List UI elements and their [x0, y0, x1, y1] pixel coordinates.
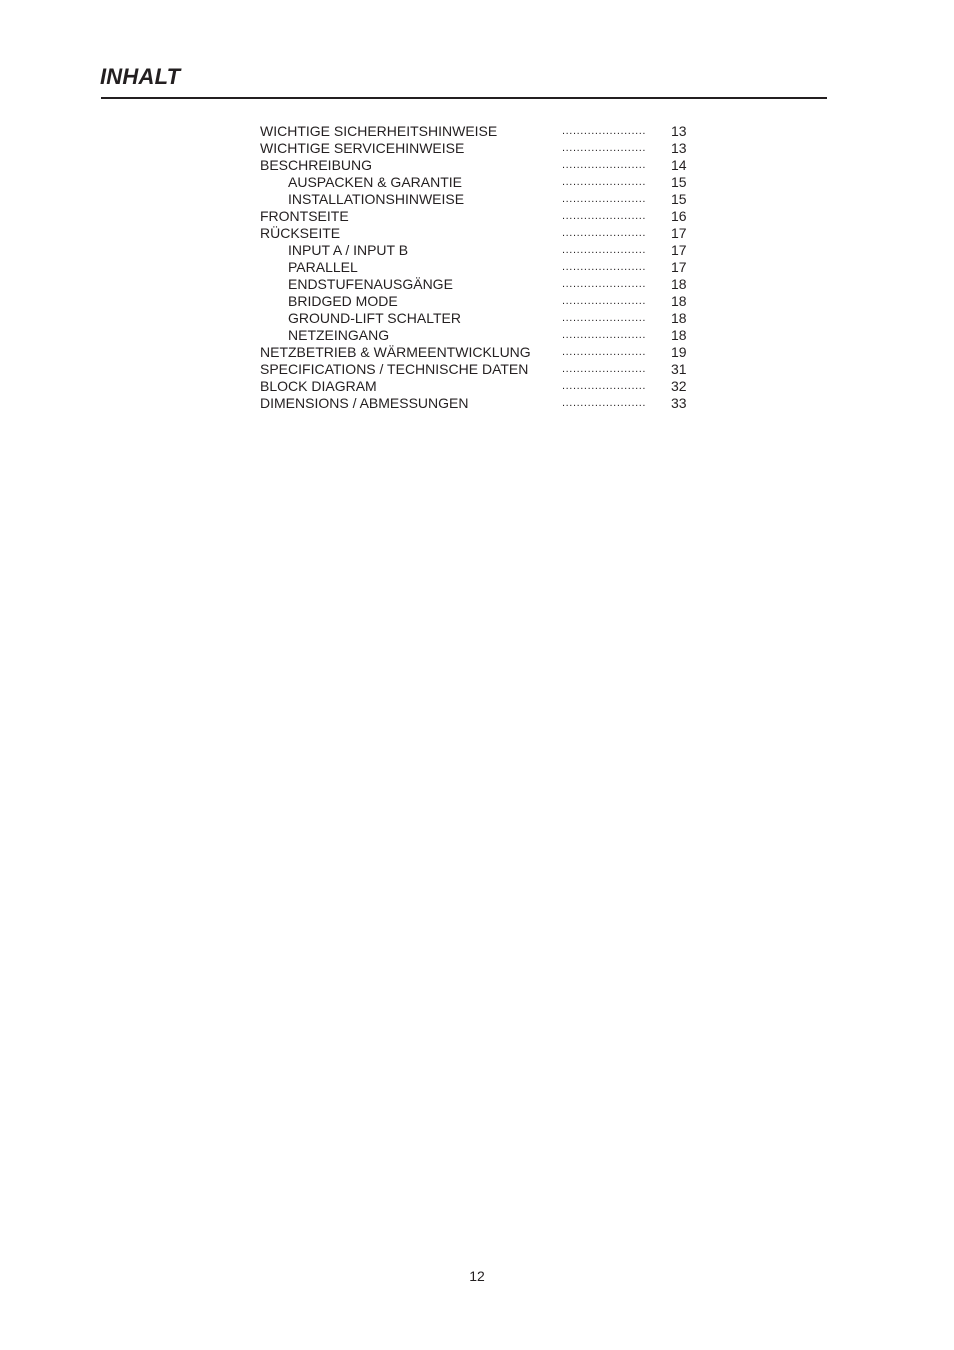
- toc-entry-label: INSTALLATIONSHINWEISE: [288, 191, 465, 207]
- toc-entry-page: 17: [671, 242, 687, 258]
- toc-entry-label: DIMENSIONS / ABMESSUNGEN: [260, 395, 469, 411]
- toc-entry-label: AUSPACKEN & GARANTIE: [288, 174, 463, 190]
- toc-entry-page: 17: [671, 225, 687, 241]
- toc-entry-page: 13: [671, 123, 687, 139]
- toc-entry[interactable]: [260, 361, 700, 378]
- toc-dot-leader: .......................: [562, 125, 647, 137]
- toc-dot-leader: .......................: [562, 278, 647, 290]
- title-divider: [101, 97, 827, 99]
- toc-entry-page: 18: [671, 293, 687, 309]
- toc-entry-page: 17: [671, 259, 687, 275]
- toc-entry-label: PARALLEL: [288, 259, 358, 275]
- toc-entry[interactable]: [260, 225, 700, 242]
- toc-entry-page: 15: [671, 174, 687, 190]
- toc-entry-page: 14: [671, 157, 687, 173]
- toc-entry-label: WICHTIGE SERVICEHINWEISE: [260, 140, 465, 156]
- toc-dot-leader: .......................: [562, 244, 647, 256]
- toc-entry-page: 16: [671, 208, 687, 224]
- toc-entry[interactable]: [260, 327, 700, 344]
- toc-entry-label: GROUND-LIFT SCHALTER: [288, 310, 461, 326]
- toc-dot-leader: .......................: [562, 261, 647, 273]
- toc-entry-label: SPECIFICATIONS / TECHNISCHE DATEN: [260, 361, 529, 377]
- toc-entry-label: BESCHREIBUNG: [260, 157, 373, 173]
- toc-dot-leader: .......................: [562, 363, 647, 375]
- page-number: 12: [469, 1268, 485, 1284]
- toc-entry-label: RÜCKSEITE: [260, 225, 341, 241]
- toc-entry-label: BRIDGED MODE: [288, 293, 398, 309]
- toc-entry[interactable]: [260, 191, 700, 208]
- toc-entry-page: 19: [671, 344, 687, 360]
- toc-entry[interactable]: [260, 276, 700, 293]
- table-of-contents: [260, 123, 700, 412]
- toc-entry-page: 32: [671, 378, 687, 394]
- toc-entry-page: 15: [671, 191, 687, 207]
- toc-entry[interactable]: [260, 208, 700, 225]
- toc-dot-leader: .......................: [562, 329, 647, 341]
- toc-entry[interactable]: [260, 140, 700, 157]
- toc-entry[interactable]: [260, 378, 700, 395]
- toc-dot-leader: .......................: [562, 346, 647, 358]
- toc-entry[interactable]: [260, 344, 700, 361]
- page-title: INHALT: [100, 64, 181, 89]
- toc-entry-label: WICHTIGE SICHERHEITSHINWEISE: [260, 123, 498, 139]
- toc-entry-page: 18: [671, 310, 687, 326]
- toc-entry[interactable]: [260, 174, 700, 191]
- toc-entry[interactable]: [260, 157, 700, 174]
- toc-dot-leader: .......................: [562, 159, 647, 171]
- toc-entry-page: 13: [671, 140, 687, 156]
- toc-dot-leader: .......................: [562, 380, 647, 392]
- toc-entry[interactable]: [260, 395, 700, 412]
- toc-dot-leader: .......................: [562, 193, 647, 205]
- toc-dot-leader: .......................: [562, 312, 647, 324]
- toc-entry-page: 18: [671, 276, 687, 292]
- toc-entry-label: NETZEINGANG: [288, 327, 390, 343]
- toc-dot-leader: .......................: [562, 295, 647, 307]
- toc-dot-leader: .......................: [562, 210, 647, 222]
- toc-dot-leader: .......................: [562, 142, 647, 154]
- toc-entry[interactable]: [260, 310, 700, 327]
- toc-entry-label: FRONTSEITE: [260, 208, 349, 224]
- toc-entry-page: 31: [671, 361, 687, 377]
- toc-entry-page: 33: [671, 395, 687, 411]
- toc-dot-leader: .......................: [562, 227, 647, 239]
- toc-dot-leader: .......................: [562, 176, 647, 188]
- toc-dot-leader: .......................: [562, 397, 647, 409]
- toc-entry[interactable]: [260, 123, 700, 140]
- toc-entry-label: NETZBETRIEB & WÄRMEENTWICKLUNG: [260, 344, 531, 360]
- toc-entry-label: BLOCK DIAGRAM: [260, 378, 377, 394]
- toc-entry[interactable]: [260, 259, 700, 276]
- toc-entry-label: INPUT A / INPUT B: [288, 242, 409, 258]
- toc-entry[interactable]: [260, 293, 700, 310]
- toc-entry-page: 18: [671, 327, 687, 343]
- toc-entry-label: ENDSTUFENAUSGÄNGE: [288, 276, 453, 292]
- toc-entry[interactable]: [260, 242, 700, 259]
